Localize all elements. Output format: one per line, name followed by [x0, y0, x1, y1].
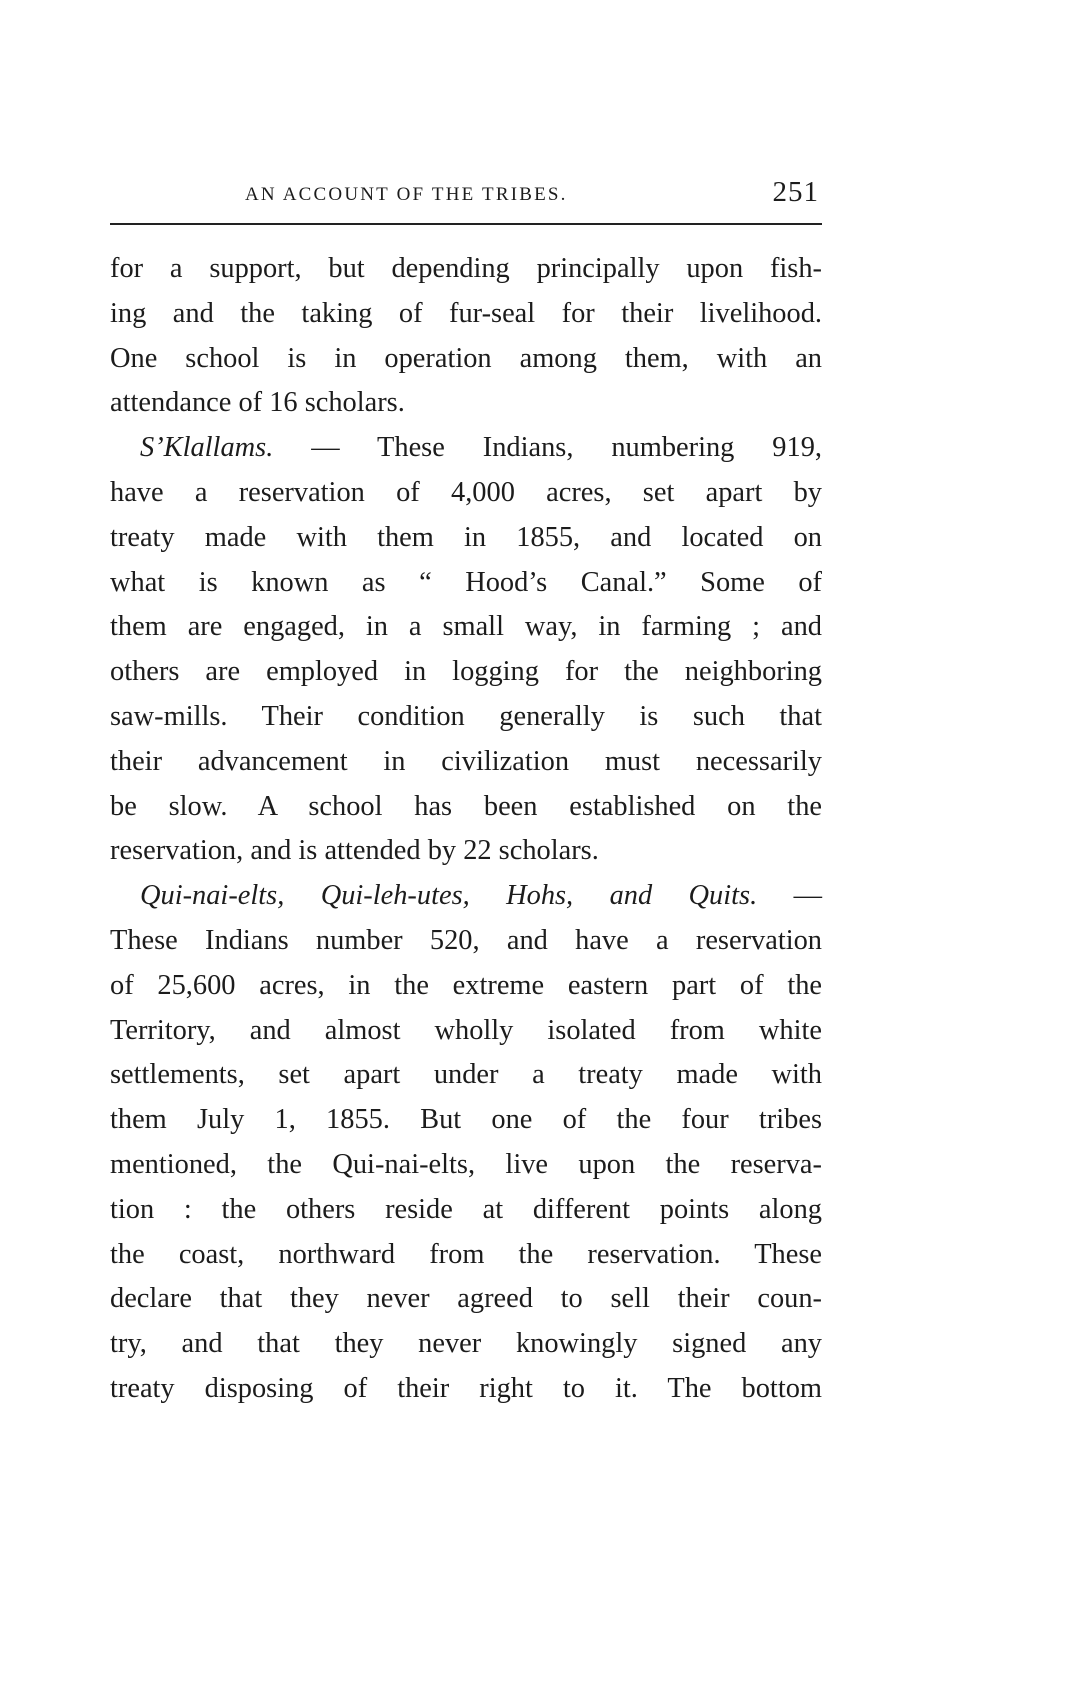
text-line: ing and the taking of fur-seal for their livelihood. — [110, 297, 822, 329]
text-line: mentioned, the Qui-nai-elts, live upon the reserva- — [110, 1148, 822, 1180]
text-line: reservation, and is attended by 22 scholars. — [110, 835, 599, 867]
text-line: try, and that they never knowingly signed any — [110, 1328, 822, 1360]
header-rule — [110, 223, 822, 225]
body-text — [110, 247, 822, 1412]
text-line: for a support, but depending principally upon fish- — [110, 253, 822, 284]
text-line: them are engaged, in a small way, in farming ; and — [110, 611, 822, 643]
running-head — [110, 172, 825, 212]
section-heading-sklallams: S’Klallams. — [140, 432, 274, 464]
text-line: declare that they never agreed to sell their coun- — [110, 1283, 822, 1315]
page-number: 251 — [772, 176, 819, 208]
text-line: of 25,600 acres, in the extreme eastern part of the — [110, 969, 822, 1001]
text-line: treaty made with them in 1855, and located on — [110, 521, 822, 553]
text-line: tion : the others reside at different points along — [110, 1193, 822, 1225]
text-line: what is known as “ Hood’s Canal.” Some of — [110, 566, 822, 598]
text-line: saw-mills. Their condition generally is such that — [110, 700, 822, 732]
text-line: treaty disposing of their right to it. The bottom — [110, 1372, 822, 1404]
text-line: attendance of 16 scholars. — [110, 387, 405, 419]
text-line: be slow. A school has been established on the — [110, 790, 822, 822]
text-line: have a reservation of 4,000 acres, set apart by — [110, 476, 822, 508]
running-title: AN ACCOUNT OF THE TRIBES. — [245, 184, 568, 205]
text-line: Territory, and almost wholly isolated from white — [110, 1014, 822, 1046]
text-line: settlements, set apart under a treaty made with — [110, 1059, 822, 1091]
paragraph-start-sklallams: S’Klallams. — These Indians, numbering 919, — [140, 432, 822, 464]
paragraph-start-quinaielts: Qui-nai-elts, Qui-leh-utes, Hohs, and Quits. — — [140, 880, 822, 912]
text-line: them July 1, 1855. But one of the four tribes — [110, 1104, 822, 1136]
text-line: These Indians number 520, and have a reservation — [110, 924, 822, 956]
text-line: others are employed in logging for the neighboring — [110, 656, 822, 688]
text-line: the coast, northward from the reservation. These — [110, 1238, 822, 1270]
text-line: One school is in operation among them, with an — [110, 342, 822, 374]
text-line: their advancement in civilization must necessarily — [110, 745, 822, 777]
section-heading-quinaielts: Qui-nai-elts, Qui-leh-utes, Hohs, and Quits. — [140, 880, 758, 912]
